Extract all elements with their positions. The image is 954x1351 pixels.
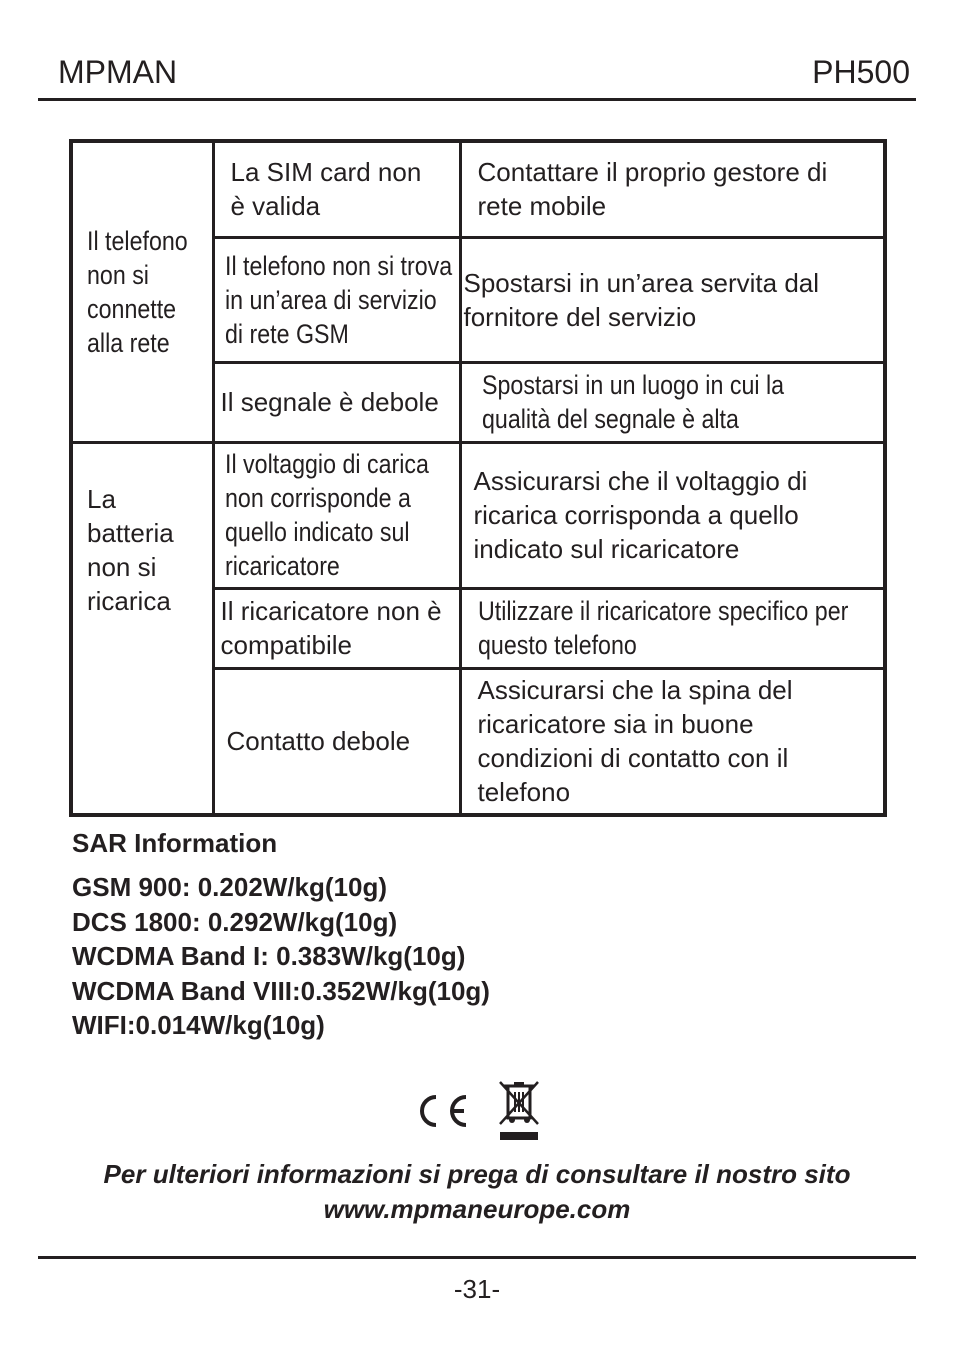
- cause-cell: [213, 668, 460, 815]
- header-brand: MPMAN: [58, 54, 178, 90]
- solution-text: Spostarsi in un’area servita dal fornitore del servizio: [463, 267, 820, 332]
- sar-line: DCS 1800: 0.292W/kg(10g): [72, 906, 398, 937]
- compliance-marks: [410, 1080, 550, 1142]
- sar-title: SAR Information: [72, 828, 278, 858]
- cause-cell: [213, 237, 460, 362]
- solution-cell: [460, 362, 885, 442]
- cause-cell: [213, 588, 460, 668]
- solution-text: Spostarsi in un luogo in cui la qualità del segnale è alta: [481, 370, 784, 434]
- more-info-text: [0, 1157, 954, 1227]
- sar-line: GSM 900: 0.202W/kg(10g): [72, 872, 387, 902]
- solution-cell: [460, 237, 885, 362]
- table-row: [71, 442, 885, 588]
- weee-bin-icon: [500, 1082, 538, 1140]
- sar-list: [72, 870, 490, 1043]
- solution-cell: [460, 668, 885, 815]
- ce-mark-icon: [410, 1080, 550, 1142]
- cause-cell: [213, 362, 460, 442]
- cause-text: Il segnale è debole: [220, 387, 439, 417]
- sar-line: WCDMA Band VIII:0.352W/kg(10g): [72, 975, 490, 1006]
- page-number: -31-: [453, 1274, 501, 1304]
- sar-line: WIFI:0.014W/kg(10g): [72, 1010, 325, 1040]
- website-url: www.mpmaneurope.com: [323, 1194, 631, 1224]
- cause-text: Contatto debole: [226, 726, 411, 757]
- solution-text: Assicurarsi che la spina del ricaricatore sia in buone condizioni di contatto con il telefono: [477, 675, 793, 808]
- table-row: [71, 141, 885, 237]
- solution-cell: [460, 141, 885, 237]
- sar-line: WCDMA Band I: 0.383W/kg(10g): [72, 941, 466, 971]
- cause-text: Il telefono non si trova in un’area di servizio di rete GSM: [224, 250, 452, 349]
- problem-text: La batteria non si ricarica: [87, 483, 174, 616]
- solution-text: Assicurarsi che il voltaggio di ricarica corrisponda a quello indicato sul ricaricatore: [473, 466, 808, 564]
- cause-text: La SIM card non è valida: [230, 157, 422, 222]
- header-model: PH500: [812, 54, 910, 90]
- cause-text: Il ricaricatore non è compatibile: [220, 596, 442, 660]
- header-rule: [38, 98, 916, 101]
- footer-rule: [38, 1256, 916, 1259]
- solution-text: Contattare il proprio gestore di rete mobile: [477, 157, 828, 222]
- problem-text: Il telefono non si connette alla rete: [87, 225, 188, 358]
- cause-cell: [213, 141, 460, 237]
- cause-text: Il voltaggio di carica non corrisponde a quello indicato sul ricaricatore: [224, 449, 429, 581]
- more-info-line: Per ulteriori informazioni si prega di consultare il nostro sito: [103, 1159, 851, 1189]
- cause-cell: [213, 442, 460, 588]
- solution-cell: [460, 442, 885, 588]
- solution-cell: [460, 588, 885, 668]
- troubleshooting-table: [69, 139, 887, 817]
- solution-text: Utilizzare il ricaricatore specifico per questo telefono: [477, 596, 848, 660]
- problem-cell: [71, 141, 213, 442]
- problem-cell: [71, 442, 213, 815]
